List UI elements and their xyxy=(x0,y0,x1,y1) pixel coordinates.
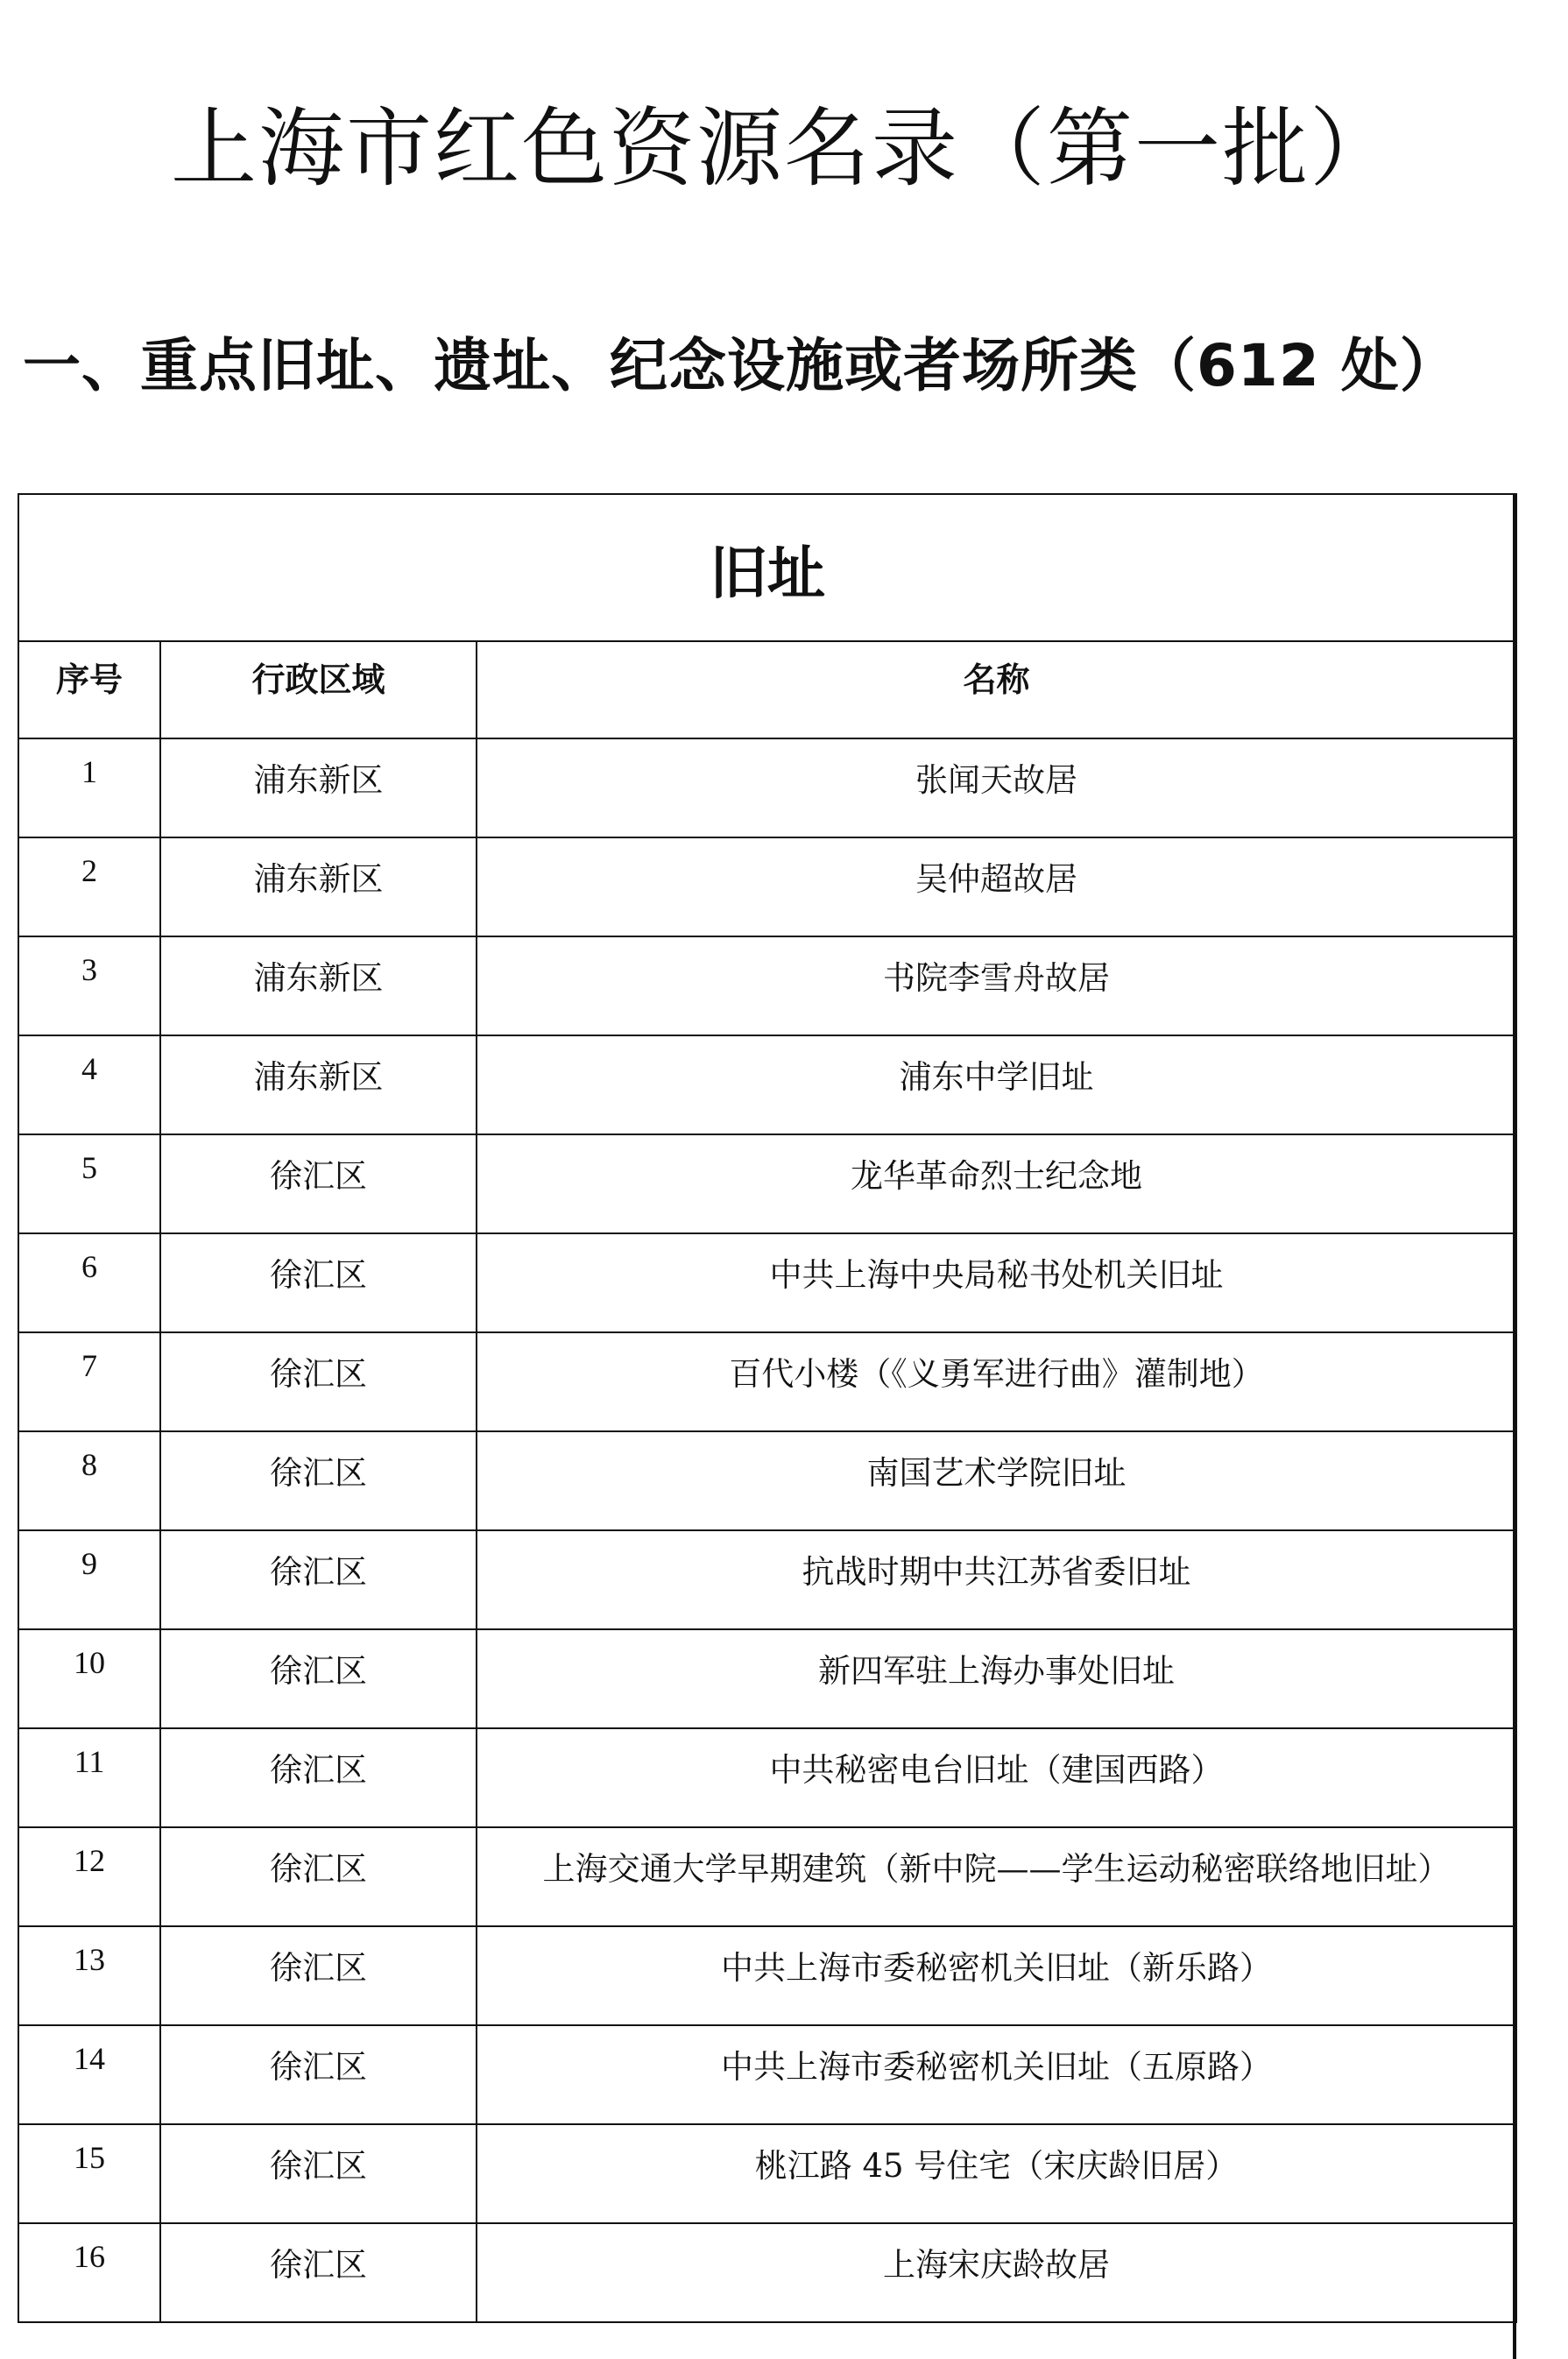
site-name-cell: 中共秘密电台旧址（建国西路） xyxy=(477,1728,1516,1827)
table-row xyxy=(18,2223,1516,2322)
section-heading: 一、重点旧址、遗址、纪念设施或者场所类（612 处） xyxy=(23,332,1459,399)
row-number-cell: 6 xyxy=(18,1233,160,1332)
district-cell: 浦东新区 xyxy=(160,738,477,837)
table-row xyxy=(18,1827,1516,1926)
site-name-cell: 上海交通大学早期建筑（新中院——学生运动秘密联络地旧址） xyxy=(477,1827,1516,1926)
row-number-cell: 5 xyxy=(18,1134,160,1233)
site-name-cell: 中共上海中央局秘书处机关旧址 xyxy=(477,1233,1516,1332)
district-cell: 徐汇区 xyxy=(160,2223,477,2322)
row-number-cell: 16 xyxy=(18,2223,160,2322)
row-number-cell: 2 xyxy=(18,837,160,936)
table-caption-row xyxy=(18,494,1516,641)
site-name-cell: 南国艺术学院旧址 xyxy=(477,1431,1516,1530)
column-header-district: 行政区域 xyxy=(160,641,477,738)
district-cell: 徐汇区 xyxy=(160,1926,477,2025)
document-title: 上海市红色资源名录（第一批） xyxy=(170,99,1397,199)
district-cell: 浦东新区 xyxy=(160,1035,477,1134)
district-cell: 徐汇区 xyxy=(160,1827,477,1926)
site-name-cell: 张闻天故居 xyxy=(477,738,1516,837)
table-row xyxy=(18,936,1516,1035)
table-row xyxy=(18,837,1516,936)
table-right-border-shadow xyxy=(1513,493,1516,2359)
row-number-cell: 10 xyxy=(18,1629,160,1728)
table-row xyxy=(18,1431,1516,1530)
district-cell: 徐汇区 xyxy=(160,1233,477,1332)
district-cell: 徐汇区 xyxy=(160,1530,477,1629)
district-cell: 徐汇区 xyxy=(160,1431,477,1530)
district-cell: 徐汇区 xyxy=(160,2124,477,2223)
row-number-cell: 7 xyxy=(18,1332,160,1431)
district-cell: 徐汇区 xyxy=(160,1728,477,1827)
site-name-cell: 中共上海市委秘密机关旧址（五原路） xyxy=(477,2025,1516,2124)
table-row xyxy=(18,2025,1516,2124)
district-cell: 徐汇区 xyxy=(160,1629,477,1728)
table-row xyxy=(18,1035,1516,1134)
table-row xyxy=(18,1233,1516,1332)
site-name-cell: 中共上海市委秘密机关旧址（新乐路） xyxy=(477,1926,1516,2025)
row-number-cell: 14 xyxy=(18,2025,160,2124)
district-cell: 徐汇区 xyxy=(160,1134,477,1233)
site-name-cell: 龙华革命烈士纪念地 xyxy=(477,1134,1516,1233)
row-number-cell: 4 xyxy=(18,1035,160,1134)
district-cell: 徐汇区 xyxy=(160,1332,477,1431)
site-name-cell: 浦东中学旧址 xyxy=(477,1035,1516,1134)
site-name-cell: 抗战时期中共江苏省委旧址 xyxy=(477,1530,1516,1629)
row-number-cell: 13 xyxy=(18,1926,160,2025)
row-number-cell: 12 xyxy=(18,1827,160,1926)
table-row xyxy=(18,1134,1516,1233)
district-cell: 浦东新区 xyxy=(160,837,477,936)
site-name-cell: 新四军驻上海办事处旧址 xyxy=(477,1629,1516,1728)
district-cell: 徐汇区 xyxy=(160,2025,477,2124)
site-name-cell: 书院李雪舟故居 xyxy=(477,936,1516,1035)
table-row xyxy=(18,1926,1516,2025)
row-number-cell: 11 xyxy=(18,1728,160,1827)
column-header-name: 名称 xyxy=(477,641,1516,738)
table-row xyxy=(18,1332,1516,1431)
row-number-cell: 3 xyxy=(18,936,160,1035)
row-number-cell: 9 xyxy=(18,1530,160,1629)
table-row xyxy=(18,1629,1516,1728)
site-name-cell: 上海宋庆龄故居 xyxy=(477,2223,1516,2322)
table-header-row xyxy=(18,641,1516,738)
red-resources-table-container xyxy=(18,493,1515,2323)
table-body xyxy=(18,738,1516,2322)
row-number-cell: 1 xyxy=(18,738,160,837)
table-row xyxy=(18,738,1516,837)
site-name-cell: 桃江路 45 号住宅（宋庆龄旧居） xyxy=(477,2124,1516,2223)
row-number-cell: 15 xyxy=(18,2124,160,2223)
red-resources-table xyxy=(18,493,1517,2323)
table-row xyxy=(18,2124,1516,2223)
row-number-cell: 8 xyxy=(18,1431,160,1530)
table-row xyxy=(18,1530,1516,1629)
column-header-number: 序号 xyxy=(18,641,160,738)
site-name-cell: 百代小楼（《义勇军进行曲》灌制地） xyxy=(477,1332,1516,1431)
table-row xyxy=(18,1728,1516,1827)
table-caption: 旧址 xyxy=(18,494,1516,641)
site-name-cell: 吴仲超故居 xyxy=(477,837,1516,936)
district-cell: 浦东新区 xyxy=(160,936,477,1035)
